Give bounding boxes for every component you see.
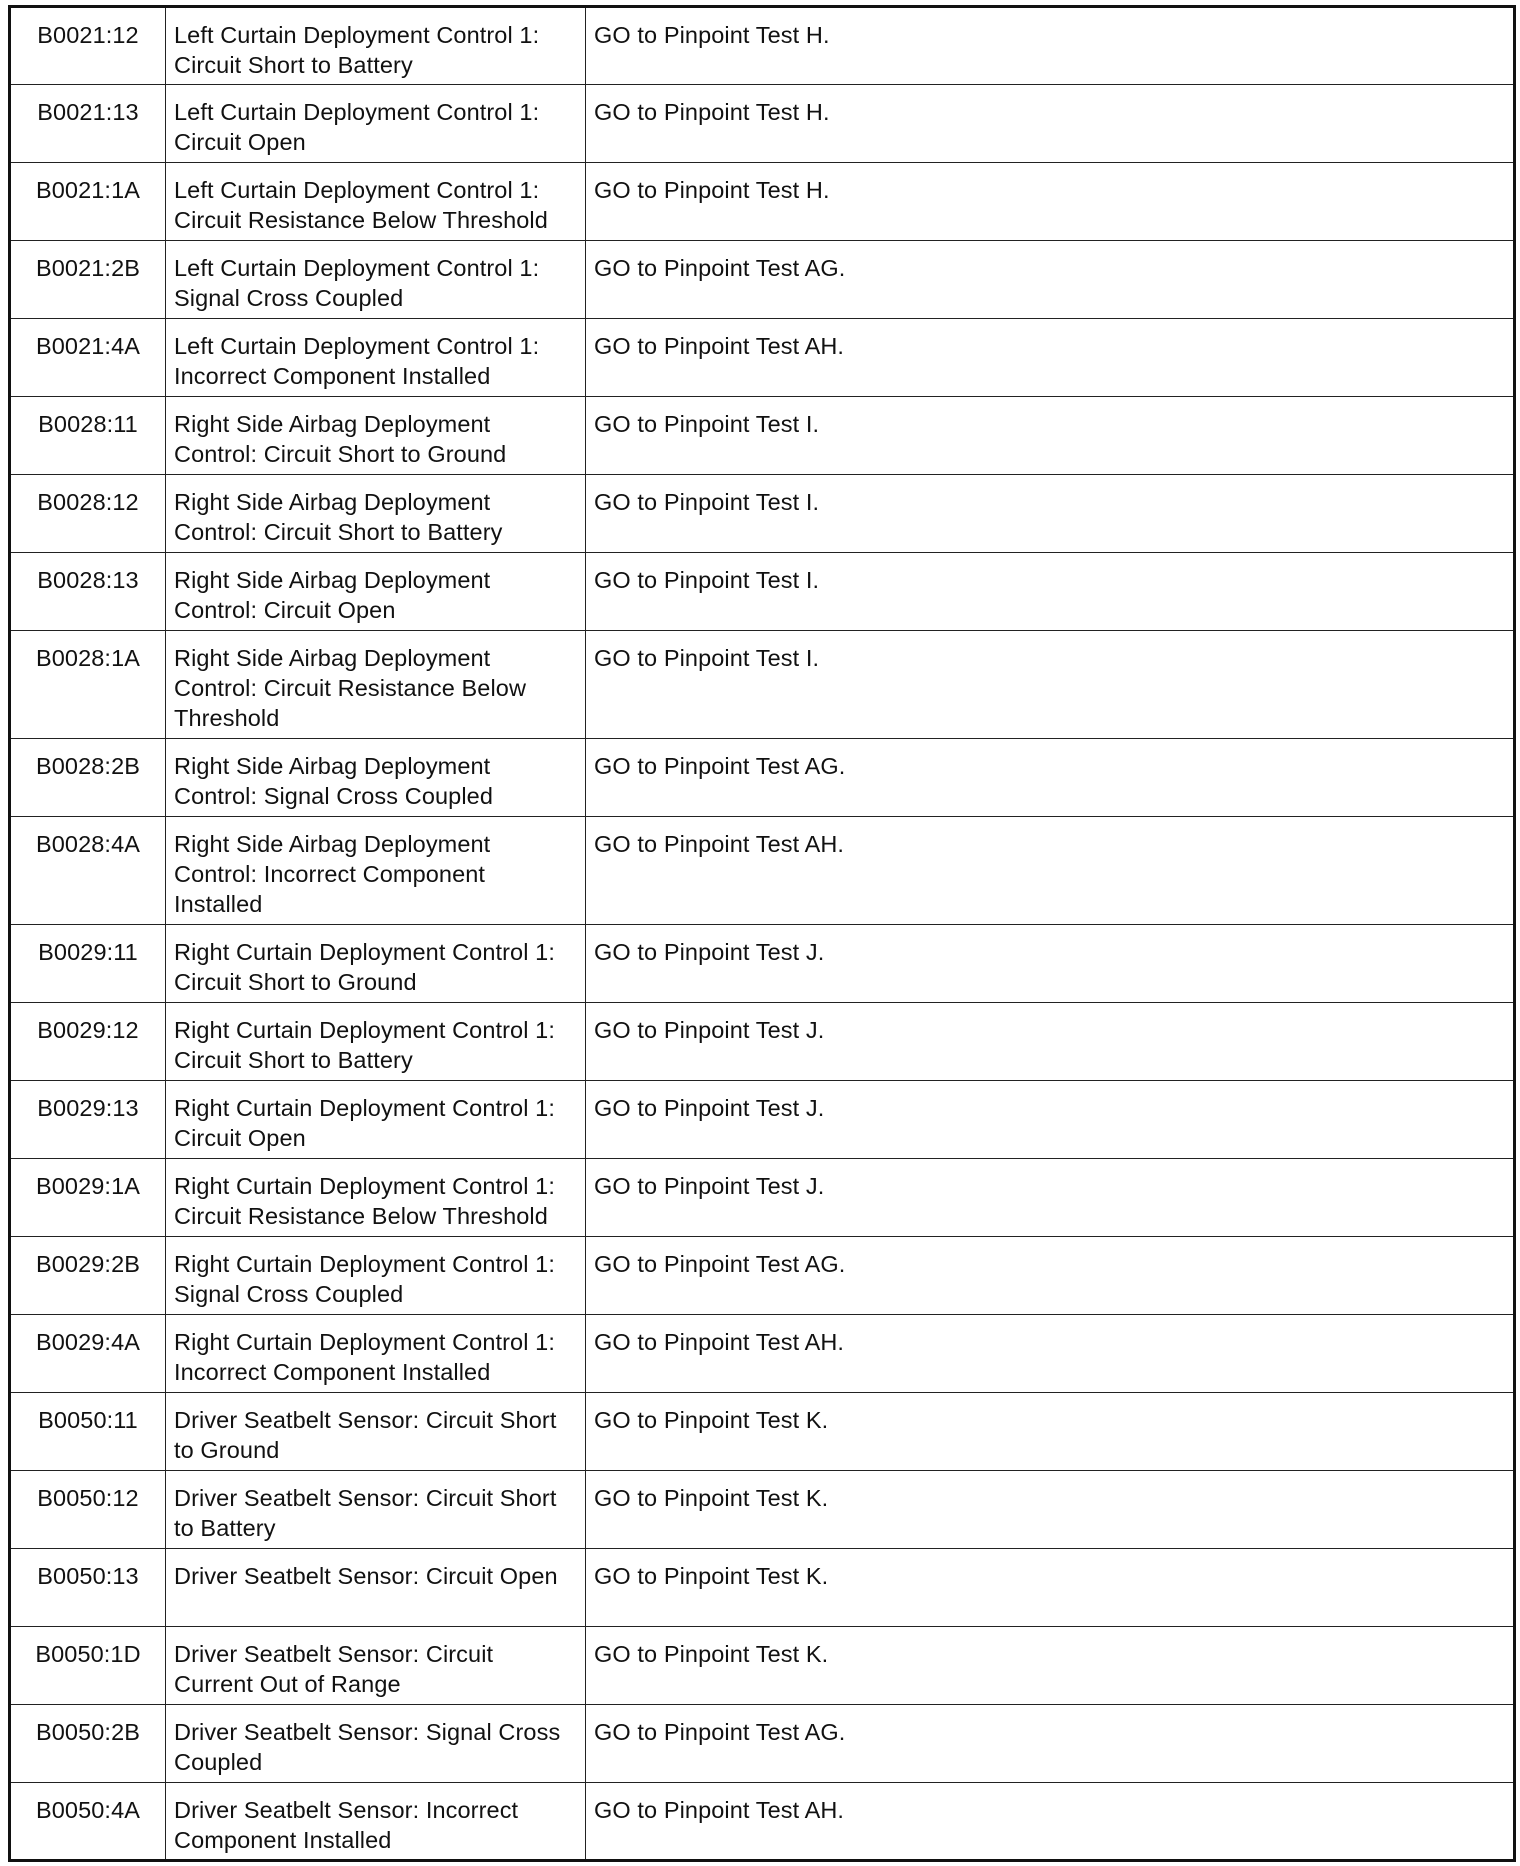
table-row: [10, 241, 1515, 319]
dtc-action-cell: GO to Pinpoint Test I.: [586, 397, 1515, 475]
dtc-table-body: [10, 7, 1515, 1861]
dtc-action-cell: GO to Pinpoint Test AH.: [586, 1783, 1515, 1861]
dtc-description-cell: Right Side Airbag Deployment Control: Circuit Open: [166, 553, 586, 631]
dtc-code-cell: B0021:1A: [10, 163, 166, 241]
dtc-code-cell: B0029:2B: [10, 1237, 166, 1315]
dtc-code-cell: B0029:12: [10, 1003, 166, 1081]
dtc-action-cell: GO to Pinpoint Test AG.: [586, 241, 1515, 319]
dtc-description-cell: Left Curtain Deployment Control 1: Circuit Resistance Below Threshold: [166, 163, 586, 241]
dtc-description-cell: Left Curtain Deployment Control 1: Circuit Open: [166, 85, 586, 163]
dtc-action-cell: GO to Pinpoint Test AH.: [586, 817, 1515, 925]
dtc-code-cell: B0029:1A: [10, 1159, 166, 1237]
dtc-table: [8, 5, 1516, 1862]
table-row: [10, 1237, 1515, 1315]
dtc-code-cell: B0028:2B: [10, 739, 166, 817]
table-row: [10, 1783, 1515, 1861]
table-row: [10, 7, 1515, 85]
dtc-description-cell: Right Side Airbag Deployment Control: Circuit Short to Battery: [166, 475, 586, 553]
table-row: [10, 1081, 1515, 1159]
dtc-description-cell: Left Curtain Deployment Control 1: Signal Cross Coupled: [166, 241, 586, 319]
dtc-code-cell: B0050:1D: [10, 1627, 166, 1705]
dtc-description-cell: Right Side Airbag Deployment Control: Circuit Resistance Below Threshold: [166, 631, 586, 739]
dtc-code-cell: B0050:2B: [10, 1705, 166, 1783]
dtc-code-cell: B0029:13: [10, 1081, 166, 1159]
table-row: [10, 85, 1515, 163]
dtc-code-cell: B0028:11: [10, 397, 166, 475]
dtc-description-cell: Right Curtain Deployment Control 1: Circuit Open: [166, 1081, 586, 1159]
dtc-action-cell: GO to Pinpoint Test AG.: [586, 1705, 1515, 1783]
dtc-action-cell: GO to Pinpoint Test K.: [586, 1471, 1515, 1549]
dtc-description-cell: Left Curtain Deployment Control 1: Incorrect Component Installed: [166, 319, 586, 397]
dtc-action-cell: GO to Pinpoint Test AG.: [586, 1237, 1515, 1315]
dtc-code-cell: B0029:4A: [10, 1315, 166, 1393]
dtc-description-cell: Right Curtain Deployment Control 1: Circuit Short to Battery: [166, 1003, 586, 1081]
dtc-description-cell: Driver Seatbelt Sensor: Circuit Short to Battery: [166, 1471, 586, 1549]
dtc-code-cell: B0028:1A: [10, 631, 166, 739]
dtc-code-cell: B0028:12: [10, 475, 166, 553]
dtc-action-cell: GO to Pinpoint Test I.: [586, 553, 1515, 631]
dtc-code-cell: B0021:4A: [10, 319, 166, 397]
dtc-code-cell: B0050:13: [10, 1549, 166, 1627]
table-row: [10, 1705, 1515, 1783]
dtc-code-cell: B0021:12: [10, 7, 166, 85]
dtc-code-cell: B0021:2B: [10, 241, 166, 319]
table-row: [10, 1159, 1515, 1237]
dtc-action-cell: GO to Pinpoint Test H.: [586, 7, 1515, 85]
table-row: [10, 475, 1515, 553]
table-row: [10, 553, 1515, 631]
dtc-description-cell: Left Curtain Deployment Control 1: Circuit Short to Battery: [166, 7, 586, 85]
table-row: [10, 319, 1515, 397]
dtc-description-cell: Driver Seatbelt Sensor: Circuit Short to Ground: [166, 1393, 586, 1471]
table-row: [10, 1315, 1515, 1393]
dtc-description-cell: Right Side Airbag Deployment Control: Circuit Short to Ground: [166, 397, 586, 475]
dtc-action-cell: GO to Pinpoint Test AG.: [586, 739, 1515, 817]
dtc-action-cell: GO to Pinpoint Test AH.: [586, 319, 1515, 397]
dtc-description-cell: Right Curtain Deployment Control 1: Signal Cross Coupled: [166, 1237, 586, 1315]
table-row: [10, 739, 1515, 817]
dtc-action-cell: GO to Pinpoint Test AH.: [586, 1315, 1515, 1393]
dtc-action-cell: GO to Pinpoint Test H.: [586, 85, 1515, 163]
table-row: [10, 397, 1515, 475]
dtc-description-cell: Right Side Airbag Deployment Control: Signal Cross Coupled: [166, 739, 586, 817]
table-row: [10, 1003, 1515, 1081]
dtc-description-cell: Driver Seatbelt Sensor: Circuit Open: [166, 1549, 586, 1627]
table-row: [10, 631, 1515, 739]
dtc-code-cell: B0028:13: [10, 553, 166, 631]
dtc-action-cell: GO to Pinpoint Test K.: [586, 1549, 1515, 1627]
table-row: [10, 817, 1515, 925]
dtc-description-cell: Right Curtain Deployment Control 1: Incorrect Component Installed: [166, 1315, 586, 1393]
dtc-description-cell: Driver Seatbelt Sensor: Circuit Current Out of Range: [166, 1627, 586, 1705]
table-row: [10, 1471, 1515, 1549]
table-row: [10, 1627, 1515, 1705]
dtc-action-cell: GO to Pinpoint Test J.: [586, 1081, 1515, 1159]
dtc-action-cell: GO to Pinpoint Test J.: [586, 925, 1515, 1003]
dtc-description-cell: Right Curtain Deployment Control 1: Circuit Short to Ground: [166, 925, 586, 1003]
dtc-action-cell: GO to Pinpoint Test K.: [586, 1627, 1515, 1705]
dtc-code-cell: B0050:11: [10, 1393, 166, 1471]
dtc-action-cell: GO to Pinpoint Test I.: [586, 475, 1515, 553]
dtc-action-cell: GO to Pinpoint Test J.: [586, 1159, 1515, 1237]
table-row: [10, 163, 1515, 241]
dtc-description-cell: Right Side Airbag Deployment Control: Incorrect Component Installed: [166, 817, 586, 925]
dtc-action-cell: GO to Pinpoint Test I.: [586, 631, 1515, 739]
dtc-code-cell: B0021:13: [10, 85, 166, 163]
dtc-code-cell: B0028:4A: [10, 817, 166, 925]
dtc-description-cell: Driver Seatbelt Sensor: Incorrect Component Installed: [166, 1783, 586, 1861]
dtc-action-cell: GO to Pinpoint Test J.: [586, 1003, 1515, 1081]
dtc-code-cell: B0050:12: [10, 1471, 166, 1549]
table-row: [10, 925, 1515, 1003]
dtc-description-cell: Driver Seatbelt Sensor: Signal Cross Coupled: [166, 1705, 586, 1783]
dtc-description-cell: Right Curtain Deployment Control 1: Circuit Resistance Below Threshold: [166, 1159, 586, 1237]
dtc-action-cell: GO to Pinpoint Test K.: [586, 1393, 1515, 1471]
dtc-action-cell: GO to Pinpoint Test H.: [586, 163, 1515, 241]
table-row: [10, 1549, 1515, 1627]
table-row: [10, 1393, 1515, 1471]
dtc-code-cell: B0050:4A: [10, 1783, 166, 1861]
dtc-code-cell: B0029:11: [10, 925, 166, 1003]
